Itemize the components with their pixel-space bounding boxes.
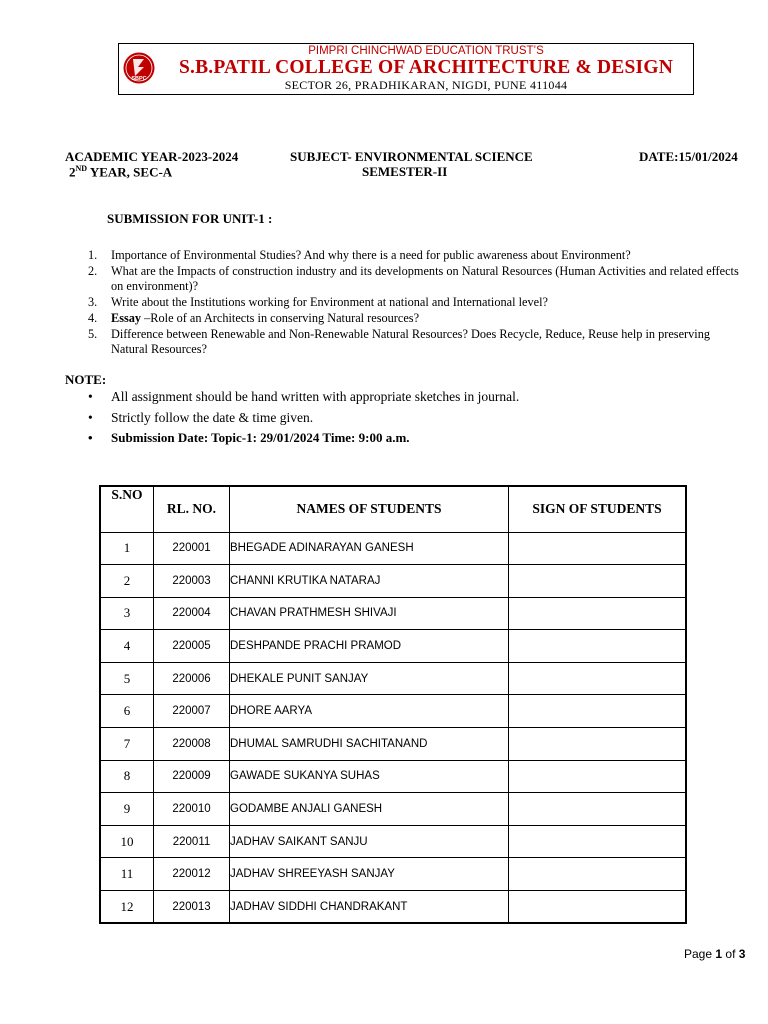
cell-student-name: JADHAV SIDDHI CHANDRAKANT (230, 891, 509, 924)
bullet-icon: • (88, 430, 93, 445)
list-item: 2. What are the Impacts of construction industry and its developments on Natural Resources (Human Activities and related effects on environment)? (88, 264, 739, 293)
cell-roll-number: 220013 (154, 891, 230, 924)
cell-roll-number: 220007 (154, 695, 230, 728)
cell-signature[interactable] (509, 662, 687, 695)
list-item: 1. Importance of Environmental Studies? And why there is a need for public awareness about Environment? (88, 248, 631, 262)
note-list (88, 389, 519, 451)
bullet-icon: • (88, 409, 93, 425)
trust-name: PIMPRI CHINCHWAD EDUCATION TRUST’S (308, 45, 544, 57)
cell-sno: 7 (100, 728, 154, 761)
cell-signature[interactable] (509, 695, 687, 728)
cell-roll-number: 220004 (154, 597, 230, 630)
cell-sno: 1 (100, 532, 154, 565)
cell-student-name: CHAVAN PRATHMESH SHIVAJI (230, 597, 509, 630)
list-item: 3. Write about the Institutions working for Environment at national and International level? (88, 295, 548, 309)
cell-sno: 5 (100, 662, 154, 695)
college-address: SECTOR 26, PRADHIKARAN, NIGDI, PUNE 411044 (284, 78, 568, 92)
table-row (100, 597, 686, 630)
cell-roll-number: 220011 (154, 825, 230, 858)
college-logo-icon (123, 52, 155, 84)
question-list (88, 248, 743, 358)
cell-signature[interactable] (509, 793, 687, 826)
table-row (100, 760, 686, 793)
letterhead (118, 43, 694, 95)
table-row (100, 793, 686, 826)
cell-roll-number: 220005 (154, 630, 230, 663)
cell-sno: 10 (100, 825, 154, 858)
table-body (100, 532, 686, 923)
table-row (100, 891, 686, 924)
table-row (100, 858, 686, 891)
cell-sno: 3 (100, 597, 154, 630)
cell-sno: 6 (100, 695, 154, 728)
column-header-sno: S.NO (100, 486, 154, 532)
document-date: DATE:15/01/2024 (639, 149, 738, 164)
table-row (100, 825, 686, 858)
student-table (99, 485, 687, 924)
submission-title: SUBMISSION FOR UNIT-1 : (107, 211, 273, 226)
note-heading: NOTE: (65, 372, 107, 387)
list-item: 5. Difference between Renewable and Non-Renewable Natural Resources? Does Recycle, Reduce, Reuse help in preserving Natural Resources? (88, 327, 711, 356)
cell-student-name: DHUMAL SAMRUDHI SACHITANAND (230, 728, 509, 761)
cell-signature[interactable] (509, 858, 687, 891)
cell-student-name: GODAMBE ANJALI GANESH (230, 793, 509, 826)
cell-roll-number: 220010 (154, 793, 230, 826)
cell-roll-number: 220001 (154, 532, 230, 565)
table-row (100, 565, 686, 598)
cell-signature[interactable] (509, 760, 687, 793)
cell-signature[interactable] (509, 532, 687, 565)
cell-sno: 2 (100, 565, 154, 598)
list-item: 4. Essay –Role of an Architects in conserving Natural resources? (88, 311, 420, 325)
cell-student-name: JADHAV SAIKANT SANJU (230, 825, 509, 858)
list-item: • Submission Date: Topic-1: 29/01/2024 Time: 9:00 a.m. (88, 430, 410, 445)
cell-roll-number: 220003 (154, 565, 230, 598)
subject: SUBJECT- ENVIRONMENTAL SCIENCE (290, 149, 533, 164)
svg-text:SBPC: SBPC (131, 76, 147, 82)
cell-student-name: GAWADE SUKANYA SUHAS (230, 760, 509, 793)
cell-sno: 4 (100, 630, 154, 663)
cell-sno: 9 (100, 793, 154, 826)
list-item: • Strictly follow the date & time given. (88, 409, 314, 425)
cell-signature[interactable] (509, 825, 687, 858)
table-row (100, 662, 686, 695)
table-row (100, 695, 686, 728)
cell-roll-number: 220008 (154, 728, 230, 761)
table-row (100, 630, 686, 663)
table-row (100, 532, 686, 565)
bullet-icon: • (88, 389, 93, 404)
cell-signature[interactable] (509, 565, 687, 598)
cell-sno: 12 (100, 891, 154, 924)
column-header-rl-no: RL. NO. (154, 486, 230, 532)
column-header-names: NAMES OF STUDENTS (230, 486, 509, 532)
cell-sno: 8 (100, 760, 154, 793)
cell-student-name: JADHAV SHREEYASH SANJAY (230, 858, 509, 891)
year-section: 2ND YEAR, SEC-A (69, 164, 173, 180)
college-name: S.B.PATIL COLLEGE OF ARCHITECTURE & DESIGN (178, 57, 673, 78)
cell-signature[interactable] (509, 728, 687, 761)
cell-signature[interactable] (509, 891, 687, 924)
cell-student-name: BHEGADE ADINARAYAN GANESH (230, 532, 509, 565)
cell-student-name: CHANNI KRUTIKA NATARAJ (230, 565, 509, 598)
cell-signature[interactable] (509, 630, 687, 663)
cell-roll-number: 220012 (154, 858, 230, 891)
cell-student-name: DHEKALE PUNIT SANJAY (230, 662, 509, 695)
cell-sno: 11 (100, 858, 154, 891)
cell-roll-number: 220009 (154, 760, 230, 793)
cell-student-name: DESHPANDE PRACHI PRAMOD (230, 630, 509, 663)
cell-student-name: DHORE AARYA (230, 695, 509, 728)
cell-roll-number: 220006 (154, 662, 230, 695)
table-row (100, 728, 686, 761)
list-item: • All assignment should be hand written with appropriate sketches in journal. (88, 389, 520, 404)
cell-signature[interactable] (509, 597, 687, 630)
academic-year: ACADEMIC YEAR-2023-2024 (65, 149, 239, 164)
semester: SEMESTER-II (362, 164, 448, 179)
table-header-row (100, 486, 686, 532)
page-indicator: Page 1 of 3 (684, 947, 746, 961)
column-header-sign: SIGN OF STUDENTS (509, 486, 687, 532)
